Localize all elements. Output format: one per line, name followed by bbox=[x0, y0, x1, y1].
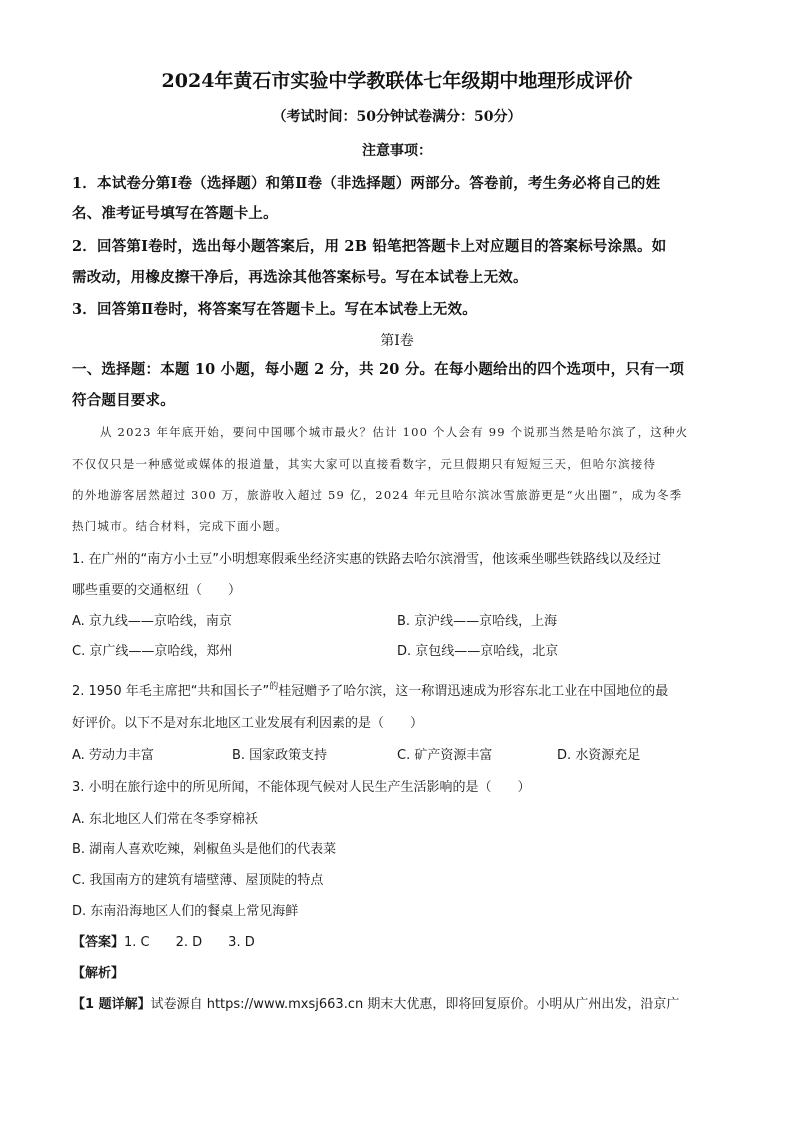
notice-item-2-line-1: 2．回答第Ⅰ卷时，选出每小题答案后，用 2B 铅笔把答题卡上对应题目的答案标号涂黑。如 bbox=[72, 238, 667, 255]
notice-item-1-line-1: 1．本试卷分第Ⅰ卷（选择题）和第Ⅱ卷（非选择题）两部分。答卷前，考生务必将自己的姓 bbox=[72, 175, 661, 192]
question-3-option-d: D. 东南沿海地区人们的餐桌上常见海鲜 bbox=[72, 904, 299, 919]
question-1-option-b: B. 京沪线——京哈线，上海 bbox=[397, 614, 558, 629]
analysis-detail-line bbox=[72, 993, 679, 1012]
answer-line bbox=[72, 931, 255, 950]
question-1-stem-line-2: 哪些重要的交通枢纽（ ） bbox=[72, 583, 242, 598]
exam-subtitle: （考试时间：50分钟试卷满分：50分） bbox=[272, 109, 522, 125]
question-3-option-a: A. 东北地区人们常在冬季穿棉袄 bbox=[72, 812, 258, 827]
notice-heading: 注意事项： bbox=[362, 143, 432, 159]
question-3-option-b: B. 湖南人喜欢吃辣，剁椒鱼头是他们的代表菜 bbox=[72, 842, 337, 857]
page-title: 2024年黄石市实验中学教联体七年级期中地理形成评价 bbox=[161, 70, 633, 92]
material-line-4: 热门城市。结合材料，完成下面小题。 bbox=[72, 519, 288, 533]
notice-item-3: 3．回答第Ⅱ卷时，将答案写在答题卡上。写在本试卷上无效。 bbox=[72, 301, 477, 318]
part-one-heading-line-2: 符合题目要求。 bbox=[72, 392, 175, 409]
question-1-option-a: A. 京九线——京哈线，南京 bbox=[72, 614, 232, 629]
question-3-stem: 3. 小明在旅行途中的所见所闻，不能体现气候对人民生产生活影响的是（ ） bbox=[72, 780, 531, 795]
analysis-detail-tag: 【1 题详解】 bbox=[72, 997, 151, 1012]
question-1-stem-line-1: 1. 在广州的“南方小土豆”小明想寒假乘坐经济实惠的铁路去哈尔滨滑雪，他该乘坐哪些铁路线以及经过 bbox=[72, 552, 662, 567]
question-2-stem-part-a: 2. 1950 年毛主席把“共和国长子” bbox=[72, 684, 270, 699]
question-2-stem-line-1 bbox=[72, 680, 668, 699]
question-2-option-c: C. 矿产资源丰富 bbox=[397, 748, 493, 763]
question-2-stem-line-2: 好评价。以下不是对东北地区工业发展有利因素的是（ ） bbox=[72, 716, 424, 731]
analysis-heading bbox=[72, 962, 124, 981]
notice-item-2-line-2: 需改动，用橡皮擦干净后，再选涂其他答案标号。写在本试卷上无效。 bbox=[72, 269, 528, 286]
question-1-option-d: D. 京包线——京哈线，北京 bbox=[397, 644, 559, 659]
answer-tag: 【答案】 bbox=[72, 935, 125, 950]
question-1-option-c: C. 京广线——京哈线，郑州 bbox=[72, 644, 233, 659]
question-3-option-c: C. 我国南方的建筑有墙壁薄、屋顶陡的特点 bbox=[72, 873, 324, 888]
material-line-1: 从 2023 年年底开始，要问中国哪个城市最火？估计 100 个人会有 99 个说那当然是哈尔滨了，这种火 bbox=[100, 425, 689, 439]
question-2-option-b: B. 国家政策支持 bbox=[232, 748, 328, 763]
material-line-3: 的外地游客居然超过 300 万，旅游收入超过 59 亿，2024 年元旦哈尔滨冰雪旅游更是“火出圈”，成为冬季 bbox=[72, 488, 683, 502]
question-2-stem-part-b: 桂冠赠予了哈尔滨，这一称谓迅速成为形容东北工业在中国地位的最 bbox=[278, 684, 669, 699]
notice-item-1-line-2: 名、准考证号填写在答题卡上。 bbox=[72, 205, 278, 222]
question-2-option-d: D. 水资源充足 bbox=[557, 748, 641, 763]
analysis-tag: 【解析】 bbox=[72, 966, 125, 981]
material-line-2: 不仅仅只是一种感觉或媒体的报道量，其实大家可以直接看数字，元旦假期只有短短三天，但哈尔滨接待 bbox=[72, 457, 657, 471]
answer-values: 1. C 2. D 3. D bbox=[124, 935, 255, 950]
analysis-detail-text: 试卷源自 https://www.mxsj663.cn 期末大优惠，即将回复原价。小明从广州出发，沿京广 bbox=[150, 997, 680, 1012]
question-2-stem-mark: 的 bbox=[269, 682, 279, 692]
volume-heading: 第Ⅰ卷 bbox=[380, 333, 414, 349]
part-one-heading-line-1: 一、选择题：本题 10 小题，每小题 2 分，共 20 分。在每小题给出的四个选项中，只有一项 bbox=[72, 361, 685, 378]
question-2-option-a: A. 劳动力丰富 bbox=[72, 748, 154, 763]
